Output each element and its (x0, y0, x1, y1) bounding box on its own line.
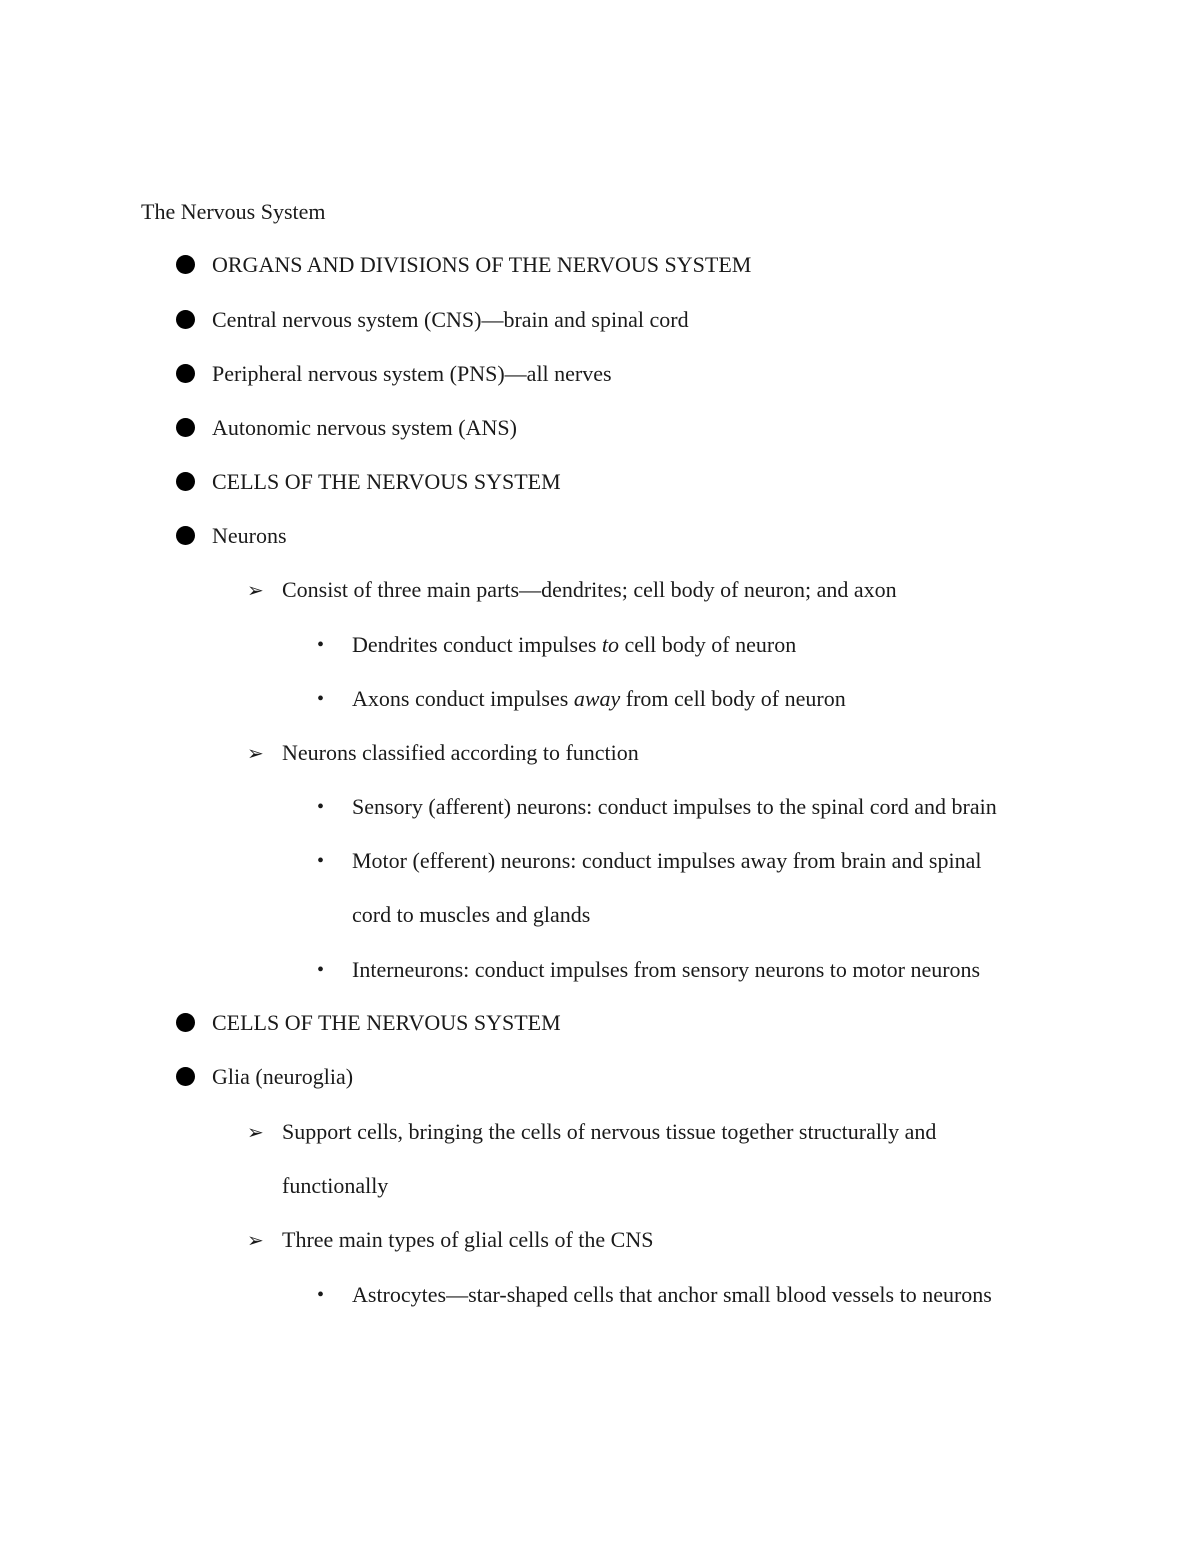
list-item-text: Axons conduct impulses (352, 686, 574, 711)
bullet-icon (176, 1067, 195, 1086)
list-item: Motor (efferent) neurons: conduct impulses away from brain and spinal (352, 848, 982, 873)
list-item: Three main types of glial cells of the CNS (282, 1227, 654, 1252)
small-bullet-icon: • (317, 959, 325, 981)
list-item-text: from cell body of neuron (620, 686, 846, 711)
bullet-icon (176, 526, 195, 545)
small-bullet-icon: • (317, 1284, 325, 1306)
list-item (352, 632, 796, 658)
bullet-icon (176, 364, 195, 383)
list-item-continuation: cord to muscles and glands (352, 902, 591, 927)
list-item: Neurons (212, 523, 287, 548)
arrow-bullet-icon: ➢ (247, 1228, 264, 1252)
list-item: Interneurons: conduct impulses from sensory neurons to motor neurons (352, 957, 981, 982)
list-item: Neurons classified according to function (282, 740, 639, 765)
list-item: CELLS OF THE NERVOUS SYSTEM (212, 469, 561, 494)
bullet-icon (176, 472, 195, 491)
emphasis-text: to (601, 632, 620, 657)
bullet-icon (176, 1013, 195, 1032)
list-item: ORGANS AND DIVISIONS OF THE NERVOUS SYSTEM (212, 252, 752, 277)
bullet-icon (176, 418, 195, 437)
list-item: Consist of three main parts—dendrites; cell body of neuron; and axon (282, 577, 897, 602)
document-title: The Nervous System (141, 199, 326, 224)
small-bullet-icon: • (317, 688, 325, 710)
list-item: Autonomic nervous system (ANS) (212, 415, 517, 440)
bullet-icon (176, 255, 195, 274)
list-item: Astrocytes—star-shaped cells that anchor small blood vessels to neurons (352, 1282, 992, 1307)
arrow-bullet-icon: ➢ (247, 741, 264, 765)
list-item: Support cells, bringing the cells of nervous tissue together structurally and (282, 1119, 937, 1144)
bullet-icon (176, 310, 195, 329)
small-bullet-icon: • (317, 634, 325, 656)
emphasis-text: away (573, 686, 621, 711)
list-item: Central nervous system (CNS)—brain and spinal cord (212, 307, 689, 332)
list-item-text: Dendrites conduct impulses (352, 632, 602, 657)
list-item-text: cell body of neuron (619, 632, 797, 657)
list-item: Peripheral nervous system (PNS)—all nerves (212, 361, 612, 386)
list-item-continuation: functionally (282, 1173, 389, 1198)
list-item: CELLS OF THE NERVOUS SYSTEM (212, 1010, 561, 1035)
list-item (352, 686, 846, 712)
list-item: Sensory (afferent) neurons: conduct impulses to the spinal cord and brain (352, 794, 997, 819)
arrow-bullet-icon: ➢ (247, 578, 264, 602)
arrow-bullet-icon: ➢ (247, 1120, 264, 1144)
list-item: Glia (neuroglia) (212, 1064, 354, 1089)
small-bullet-icon: • (317, 796, 325, 818)
small-bullet-icon: • (317, 850, 325, 872)
